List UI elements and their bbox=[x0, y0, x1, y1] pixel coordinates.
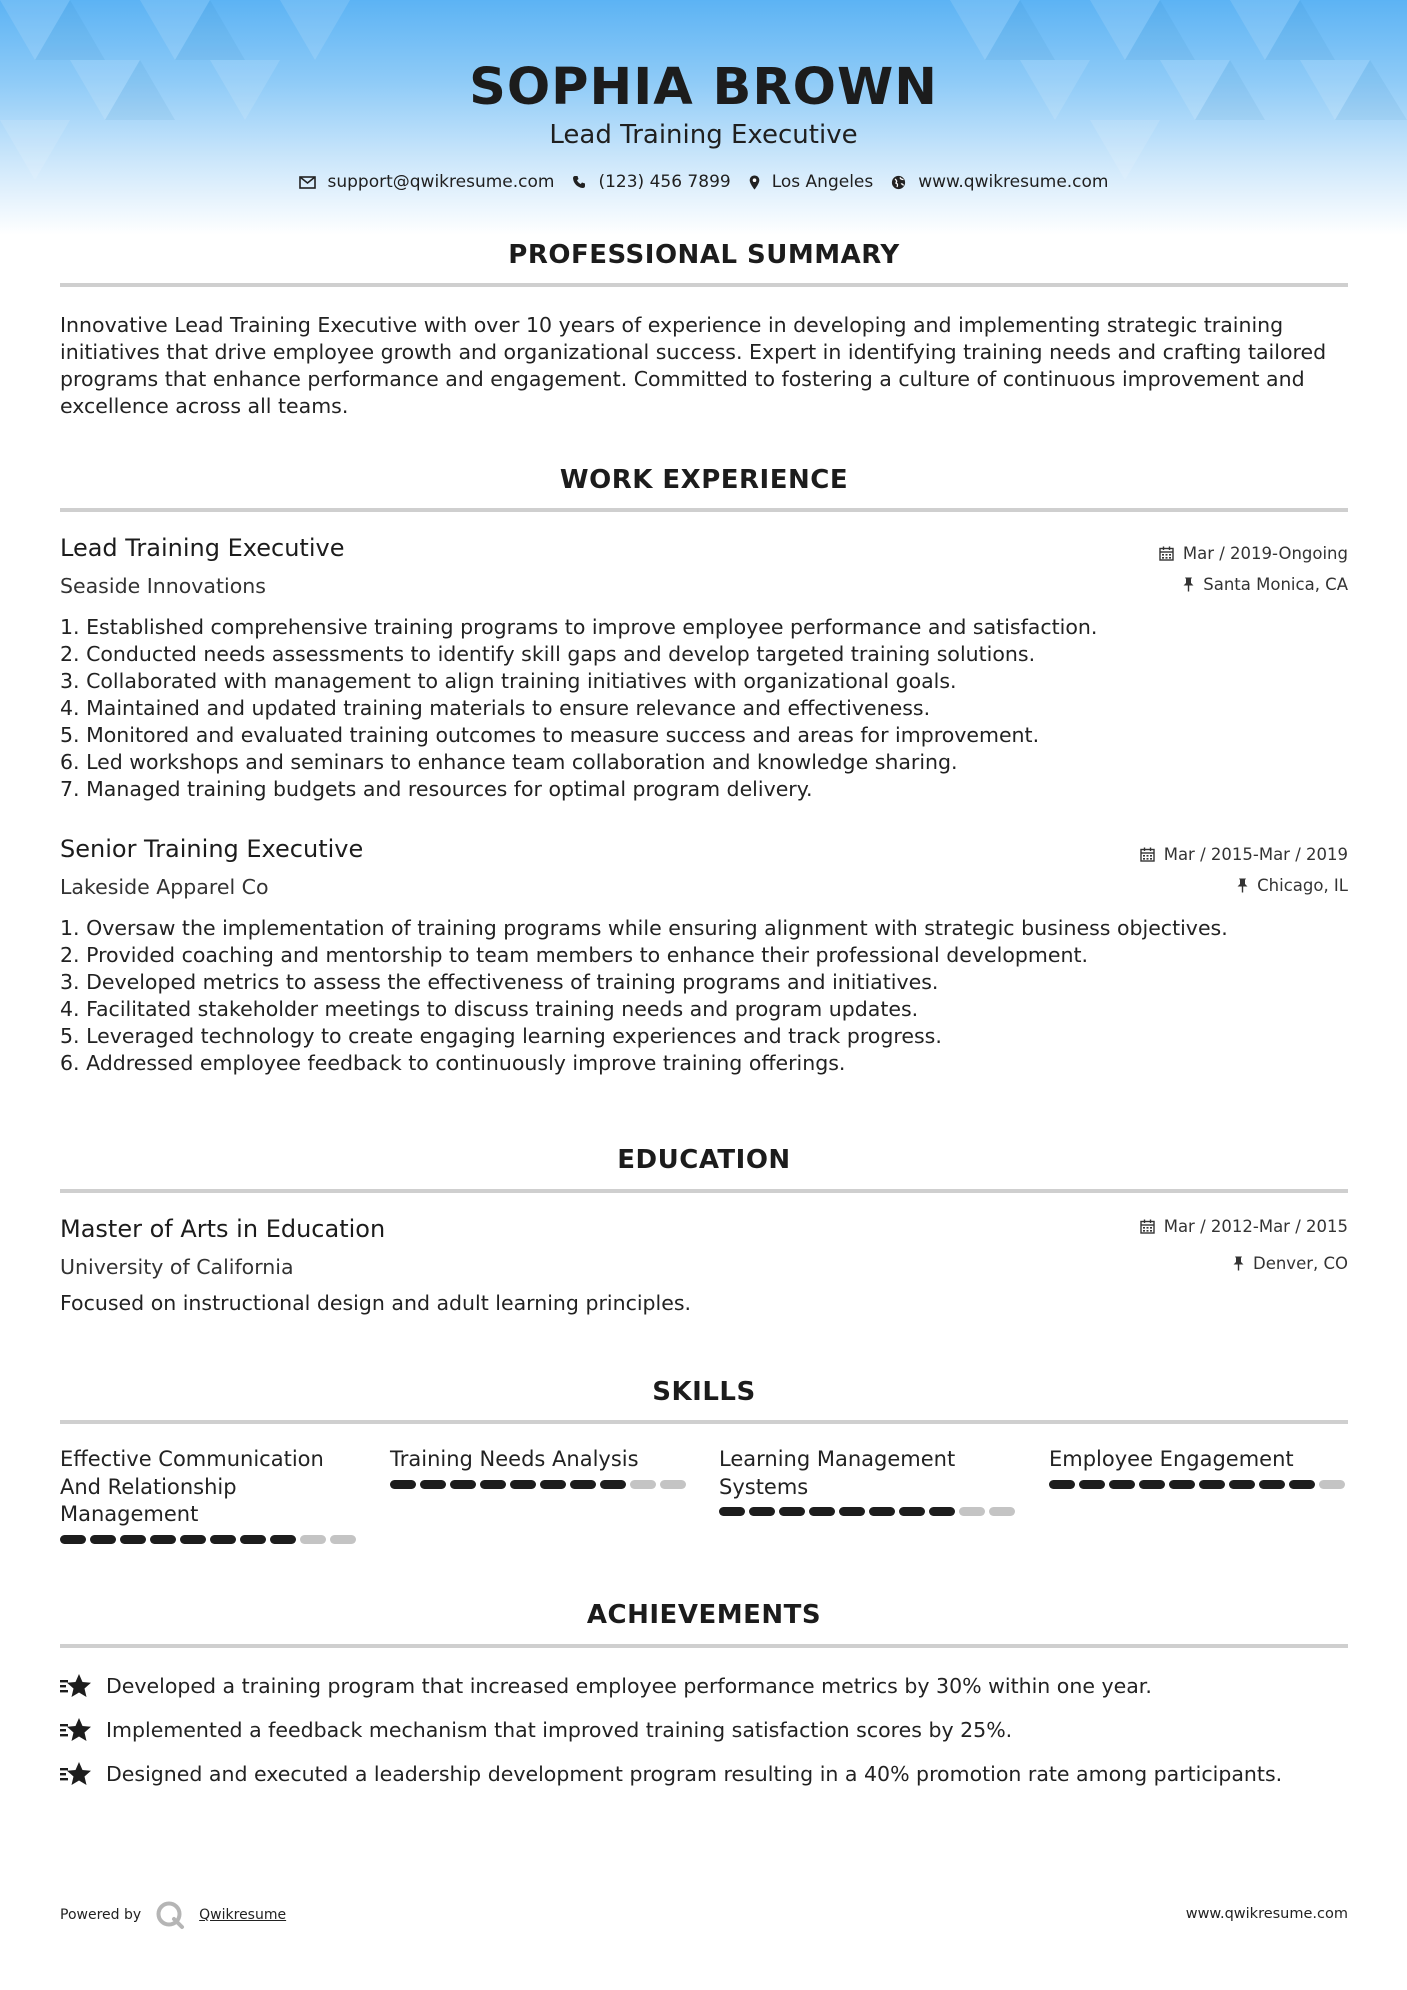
footer-powered-by bbox=[60, 1900, 286, 1930]
job-title: Lead Training Executive bbox=[60, 534, 345, 562]
list-item: 2. Conducted needs assessments to identify skill gaps and develop targeted training solutions. bbox=[60, 642, 1036, 666]
envelope-icon bbox=[299, 176, 316, 189]
skill-item bbox=[60, 1446, 360, 1544]
phone-text: (123) 456 7899 bbox=[598, 172, 731, 192]
job-location-text: Chicago, IL bbox=[1257, 876, 1348, 895]
calendar-icon bbox=[1140, 1219, 1155, 1234]
skill-segment-filled bbox=[480, 1480, 506, 1489]
education-dates bbox=[1140, 1217, 1348, 1236]
skill-item bbox=[1049, 1446, 1349, 1489]
job-duties-list bbox=[60, 915, 1350, 1077]
skill-segment-filled bbox=[240, 1535, 266, 1544]
achievement-item bbox=[60, 1760, 1350, 1788]
achievement-text: Implemented a feedback mechanism that improved training satisfaction scores by 25%. bbox=[106, 1718, 1013, 1742]
skill-segment-filled bbox=[420, 1480, 446, 1489]
job-title: Senior Training Executive bbox=[60, 835, 364, 863]
skill-segment-filled bbox=[570, 1480, 596, 1489]
skill-segment-empty bbox=[300, 1535, 326, 1544]
summary-divider bbox=[60, 283, 1348, 287]
skill-item bbox=[390, 1446, 690, 1489]
globe-icon bbox=[891, 175, 906, 190]
skill-segment-filled bbox=[150, 1535, 176, 1544]
star-award-icon bbox=[60, 1760, 92, 1788]
job-dates bbox=[1140, 845, 1348, 864]
skill-rating-bar bbox=[1049, 1480, 1349, 1489]
skill-segment-filled bbox=[749, 1507, 775, 1516]
skill-segment-filled bbox=[510, 1480, 536, 1489]
map-pin-icon bbox=[749, 175, 760, 190]
skill-segment-filled bbox=[390, 1480, 416, 1489]
skill-segment-filled bbox=[1139, 1480, 1165, 1489]
job-location bbox=[1183, 575, 1348, 594]
skill-item bbox=[719, 1446, 1019, 1516]
education-description: Focused on instructional design and adult learning principles. bbox=[60, 1291, 692, 1315]
skill-segment-filled bbox=[90, 1535, 116, 1544]
skill-name: Effective Communication And Relationship Management bbox=[60, 1447, 324, 1526]
skill-segment-filled bbox=[929, 1507, 955, 1516]
skill-segment-filled bbox=[270, 1535, 296, 1544]
list-item: 1. Established comprehensive training programs to improve employee performance and satisfaction. bbox=[60, 615, 1098, 639]
list-item: 3. Collaborated with management to align training initiatives with organizational goals. bbox=[60, 669, 957, 693]
skill-rating-bar bbox=[60, 1535, 360, 1544]
calendar-icon bbox=[1159, 546, 1174, 561]
skill-segment-filled bbox=[180, 1535, 206, 1544]
skill-name: Employee Engagement bbox=[1049, 1447, 1294, 1471]
email-text: support@qwikresume.com bbox=[327, 172, 555, 192]
list-item: 4. Facilitated stakeholder meetings to discuss training needs and program updates. bbox=[60, 997, 919, 1021]
skill-segment-filled bbox=[1109, 1480, 1135, 1489]
skill-segment-filled bbox=[899, 1507, 925, 1516]
contact-phone[interactable] bbox=[572, 172, 730, 192]
skill-segment-empty bbox=[330, 1535, 356, 1544]
skill-name: Training Needs Analysis bbox=[390, 1447, 639, 1471]
company-name: Lakeside Apparel Co bbox=[60, 875, 269, 899]
company-name: Seaside Innovations bbox=[60, 574, 266, 598]
skills-heading: SKILLS bbox=[652, 1377, 756, 1407]
school-name: University of California bbox=[60, 1255, 294, 1279]
job-dates-text: Mar / 2019-Ongoing bbox=[1182, 544, 1348, 563]
list-item: 2. Provided coaching and mentorship to team members to enhance their professional development. bbox=[60, 943, 1089, 967]
candidate-name: SOPHIA BROWN bbox=[469, 58, 938, 117]
achievements-divider bbox=[60, 1644, 1348, 1648]
job-location bbox=[1237, 876, 1348, 895]
list-item: 3. Developed metrics to assess the effectiveness of training programs and initiatives. bbox=[60, 970, 939, 994]
pushpin-icon bbox=[1183, 577, 1194, 592]
skill-segment-filled bbox=[450, 1480, 476, 1489]
skill-segment-filled bbox=[1199, 1480, 1225, 1489]
skill-segment-filled bbox=[120, 1535, 146, 1544]
skill-segment-empty bbox=[1319, 1480, 1345, 1489]
job-location-text: Santa Monica, CA bbox=[1203, 575, 1348, 594]
skill-segment-filled bbox=[540, 1480, 566, 1489]
achievement-item bbox=[60, 1672, 1350, 1700]
education-location-text: Denver, CO bbox=[1252, 1254, 1348, 1273]
achievements-heading: ACHIEVEMENTS bbox=[586, 1600, 822, 1630]
skill-segment-filled bbox=[869, 1507, 895, 1516]
list-item: 6. Addressed employee feedback to continuously improve training offerings. bbox=[60, 1051, 846, 1075]
education-divider bbox=[60, 1189, 1348, 1193]
candidate-title: Lead Training Executive bbox=[549, 120, 858, 150]
calendar-icon bbox=[1140, 847, 1155, 862]
job-duties-list bbox=[60, 614, 1350, 803]
skill-segment-filled bbox=[719, 1507, 745, 1516]
skill-segment-empty bbox=[989, 1507, 1015, 1516]
achievement-text: Designed and executed a leadership development program resulting in a 40% promotion rate among participants. bbox=[106, 1762, 1283, 1786]
triangle-pattern bbox=[0, 0, 1407, 235]
job-dates-text: Mar / 2015-Mar / 2019 bbox=[1163, 845, 1348, 864]
list-item: 5. Leveraged technology to create engaging learning experiences and track progress. bbox=[60, 1024, 942, 1048]
list-item: 5. Monitored and evaluated training outcomes to measure success and areas for improvement. bbox=[60, 723, 1040, 747]
list-item: 7. Managed training budgets and resources for optimal program delivery. bbox=[60, 777, 813, 801]
skill-segment-filled bbox=[1169, 1480, 1195, 1489]
skill-segment-filled bbox=[1079, 1480, 1105, 1489]
contact-website[interactable] bbox=[891, 172, 1108, 192]
achievement-item bbox=[60, 1716, 1350, 1744]
achievement-text: Developed a training program that increased employee performance metrics by 30% within one year. bbox=[106, 1674, 1152, 1698]
skill-name: Learning Management Systems bbox=[719, 1447, 956, 1499]
powered-by-label: Powered by bbox=[60, 1907, 142, 1923]
skills-divider bbox=[60, 1420, 1348, 1424]
skill-segment-empty bbox=[630, 1480, 656, 1489]
skill-segment-filled bbox=[839, 1507, 865, 1516]
summary-text: Innovative Lead Training Executive with over 10 years of experience in developing and implementing strategic training initiatives that drive employee growth and organizational success. Expert in identifying training needs and crafting tailored programs that enhance performance and engagement. Committed to fostering a culture of continuous improvement and excellence across all teams. bbox=[60, 313, 1327, 418]
qwikresume-logo-icon bbox=[155, 1900, 185, 1930]
job-dates bbox=[1159, 544, 1348, 563]
contact-location bbox=[749, 172, 874, 192]
education-dates-text: Mar / 2012-Mar / 2015 bbox=[1163, 1217, 1348, 1236]
skill-segment-filled bbox=[1289, 1480, 1315, 1489]
skill-segment-filled bbox=[600, 1480, 626, 1489]
skill-segment-filled bbox=[1049, 1480, 1075, 1489]
website-text: www.qwikresume.com bbox=[918, 172, 1109, 192]
experience-heading: WORK EXPERIENCE bbox=[559, 465, 849, 495]
education-location bbox=[1233, 1254, 1348, 1273]
list-item: 4. Maintained and updated training materials to ensure relevance and effectiveness. bbox=[60, 696, 931, 720]
contact-email[interactable] bbox=[299, 172, 555, 192]
phone-icon bbox=[572, 175, 586, 189]
education-heading: EDUCATION bbox=[617, 1145, 791, 1175]
skill-segment-filled bbox=[809, 1507, 835, 1516]
qwikresume-link[interactable]: Qwikresume bbox=[199, 1907, 287, 1923]
star-award-icon bbox=[60, 1672, 92, 1700]
skill-segment-filled bbox=[1229, 1480, 1255, 1489]
skill-segment-empty bbox=[660, 1480, 686, 1489]
skill-rating-bar bbox=[390, 1480, 690, 1489]
skill-rating-bar bbox=[719, 1507, 1019, 1516]
pushpin-icon bbox=[1237, 878, 1248, 893]
skill-segment-filled bbox=[60, 1535, 86, 1544]
experience-divider bbox=[60, 508, 1348, 512]
location-text: Los Angeles bbox=[771, 172, 874, 192]
contact-bar bbox=[0, 172, 1407, 192]
list-item: 6. Led workshops and seminars to enhance team collaboration and knowledge sharing. bbox=[60, 750, 958, 774]
header-background bbox=[0, 0, 1407, 235]
footer-website[interactable]: www.qwikresume.com bbox=[1185, 1906, 1348, 1922]
skill-segment-filled bbox=[1259, 1480, 1285, 1489]
skill-segment-empty bbox=[959, 1507, 985, 1516]
list-item: 1. Oversaw the implementation of training programs while ensuring alignment with strategic business objectives. bbox=[60, 916, 1228, 940]
pushpin-icon bbox=[1233, 1256, 1244, 1271]
skill-segment-filled bbox=[779, 1507, 805, 1516]
degree-title: Master of Arts in Education bbox=[60, 1215, 386, 1243]
skill-segment-filled bbox=[210, 1535, 236, 1544]
star-award-icon bbox=[60, 1716, 92, 1744]
summary-heading: PROFESSIONAL SUMMARY bbox=[508, 240, 900, 270]
